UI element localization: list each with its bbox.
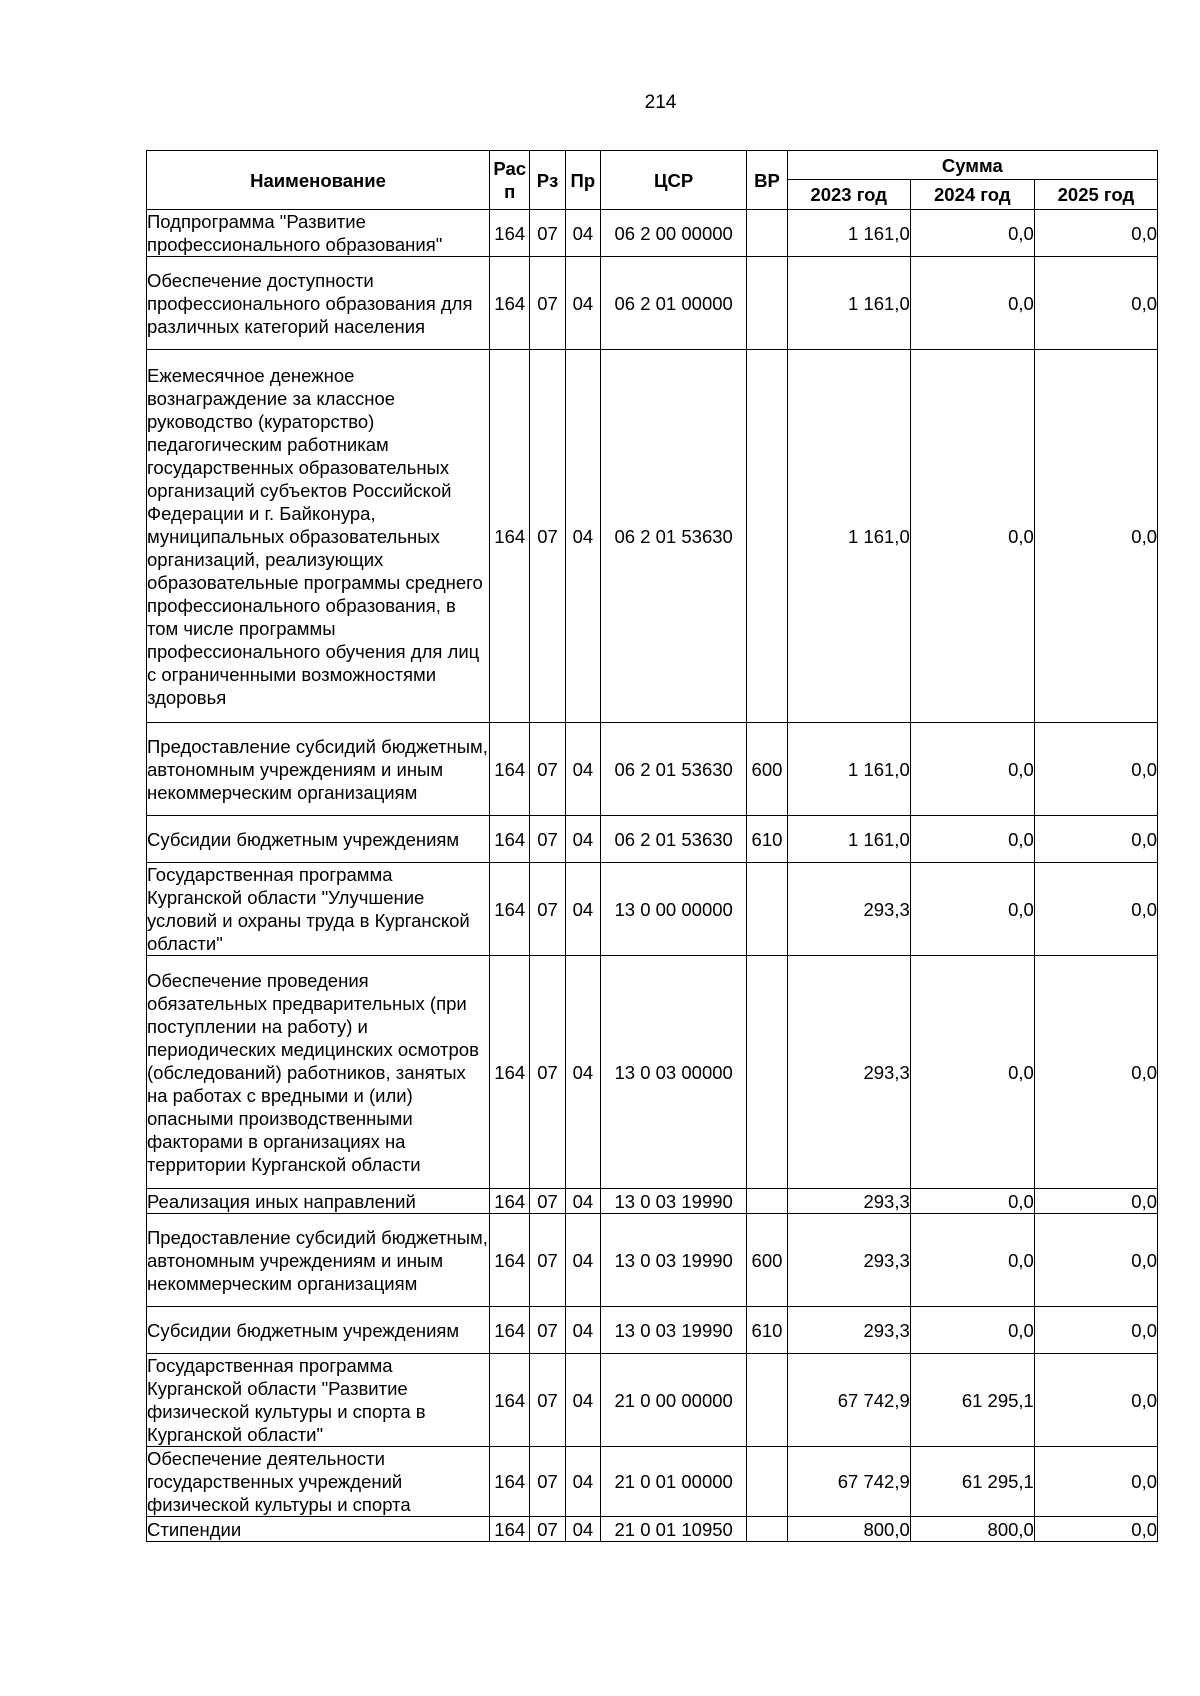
- budget-table: [146, 150, 1158, 1542]
- row-csr: 13 0 03 19990: [601, 1189, 747, 1214]
- row-sum-2023: 293,3: [787, 1189, 910, 1214]
- row-rasp: 164: [490, 1517, 530, 1542]
- row-pr: 04: [565, 350, 600, 723]
- row-sum-2024: 61 295,1: [910, 1354, 1034, 1447]
- row-rasp: 164: [490, 1307, 530, 1354]
- row-csr: 06 2 01 53630: [601, 816, 747, 863]
- page-number: 214: [644, 92, 677, 113]
- row-sum-2023: 800,0: [787, 1517, 910, 1542]
- row-sum-2025: 0,0: [1034, 257, 1157, 350]
- row-sum-2024: 0,0: [910, 210, 1034, 257]
- table-row: [147, 1354, 1158, 1447]
- row-rz: 07: [530, 1447, 565, 1517]
- table-row: [147, 816, 1158, 863]
- row-name: Субсидии бюджетным учреждениям: [147, 1307, 490, 1354]
- table-body: [147, 210, 1158, 1542]
- table-row: [147, 210, 1158, 257]
- row-pr: 04: [565, 816, 600, 863]
- row-sum-2024: 0,0: [910, 1307, 1034, 1354]
- row-csr: 13 0 03 00000: [601, 956, 747, 1189]
- row-sum-2023: 293,3: [787, 863, 910, 956]
- row-vr: [747, 257, 787, 350]
- row-pr: 04: [565, 1307, 600, 1354]
- row-rasp: 164: [490, 1189, 530, 1214]
- table-row: [147, 1307, 1158, 1354]
- row-sum-2024: 0,0: [910, 257, 1034, 350]
- row-sum-2023: 1 161,0: [787, 210, 910, 257]
- row-csr: 06 2 01 53630: [601, 723, 747, 816]
- row-csr: 13 0 03 19990: [601, 1307, 747, 1354]
- row-pr: 04: [565, 1354, 600, 1447]
- row-rz: 07: [530, 956, 565, 1189]
- table-row: [147, 1189, 1158, 1214]
- row-sum-2023: 293,3: [787, 1214, 910, 1307]
- row-sum-2025: 0,0: [1034, 210, 1157, 257]
- row-sum-2023: 67 742,9: [787, 1354, 910, 1447]
- table-row: [147, 956, 1158, 1189]
- row-vr: [747, 863, 787, 956]
- header-year-2023: 2023 год: [787, 180, 910, 210]
- table-header: [147, 151, 1158, 210]
- row-vr: [747, 1517, 787, 1542]
- row-vr: [747, 1189, 787, 1214]
- row-sum-2024: 0,0: [910, 1214, 1034, 1307]
- header-pr: Пр: [565, 151, 600, 210]
- row-name: Предоставление субсидий бюджетным, автономным учреждениям и иным некоммерческим организациям: [147, 1214, 490, 1307]
- header-rasp: Рас п: [490, 151, 530, 210]
- row-vr: 610: [747, 1307, 787, 1354]
- row-vr: 600: [747, 1214, 787, 1307]
- row-rasp: 164: [490, 350, 530, 723]
- row-csr: 13 0 03 19990: [601, 1214, 747, 1307]
- row-csr: 21 0 01 10950: [601, 1517, 747, 1542]
- row-csr: 13 0 00 00000: [601, 863, 747, 956]
- row-name: Обеспечение деятельности государственных учреждений физической культуры и спорта: [147, 1447, 490, 1517]
- row-csr: 21 0 00 00000: [601, 1354, 747, 1447]
- row-sum-2024: 0,0: [910, 350, 1034, 723]
- row-sum-2024: 0,0: [910, 956, 1034, 1189]
- row-vr: 610: [747, 816, 787, 863]
- table-row: [147, 1517, 1158, 1542]
- row-rz: 07: [530, 210, 565, 257]
- row-sum-2025: 0,0: [1034, 350, 1157, 723]
- table-row: [147, 257, 1158, 350]
- row-rasp: 164: [490, 1447, 530, 1517]
- row-sum-2024: 0,0: [910, 863, 1034, 956]
- row-rasp: 164: [490, 863, 530, 956]
- row-pr: 04: [565, 257, 600, 350]
- row-name: Обеспечение доступности профессионального образования для различных категорий населения: [147, 257, 490, 350]
- row-vr: [747, 210, 787, 257]
- row-rasp: 164: [490, 723, 530, 816]
- row-rz: 07: [530, 1214, 565, 1307]
- row-rz: 07: [530, 257, 565, 350]
- row-rz: 07: [530, 863, 565, 956]
- row-sum-2025: 0,0: [1034, 1307, 1157, 1354]
- row-pr: 04: [565, 210, 600, 257]
- row-sum-2023: 1 161,0: [787, 723, 910, 816]
- row-sum-2025: 0,0: [1034, 1354, 1157, 1447]
- row-vr: [747, 1354, 787, 1447]
- row-sum-2025: 0,0: [1034, 1517, 1157, 1542]
- row-sum-2025: 0,0: [1034, 863, 1157, 956]
- row-rz: 07: [530, 816, 565, 863]
- row-csr: 06 2 00 00000: [601, 210, 747, 257]
- row-sum-2025: 0,0: [1034, 1447, 1157, 1517]
- header-sum: Сумма: [787, 151, 1157, 180]
- header-year-2024: 2024 год: [910, 180, 1034, 210]
- row-rz: 07: [530, 1517, 565, 1542]
- row-rz: 07: [530, 1189, 565, 1214]
- row-name: Подпрограмма "Развитие профессионального образования": [147, 210, 490, 257]
- table-row: [147, 1214, 1158, 1307]
- header-name: Наименование: [147, 151, 490, 210]
- row-sum-2024: 0,0: [910, 816, 1034, 863]
- row-sum-2025: 0,0: [1034, 1214, 1157, 1307]
- row-vr: [747, 1447, 787, 1517]
- row-sum-2024: 61 295,1: [910, 1447, 1034, 1517]
- row-pr: 04: [565, 1214, 600, 1307]
- row-sum-2025: 0,0: [1034, 723, 1157, 816]
- row-name: Ежемесячное денежное вознаграждение за классное руководство (кураторство) педагогическим работникам государственных образовательных организаций субъектов Российской Федерации и г. Байконура, муниципальных образовательных организаций, реализующих образовательные программы среднего профессионального образования, в том числе программы профессионального обучения для лиц с ограниченными возможностями здоровья: [147, 350, 490, 723]
- row-sum-2023: 1 161,0: [787, 816, 910, 863]
- row-name: Стипендии: [147, 1517, 490, 1542]
- row-csr: 21 0 01 00000: [601, 1447, 747, 1517]
- row-name: Государственная программа Курганской области "Развитие физической культуры и спорта в Курганской области": [147, 1354, 490, 1447]
- row-name: Государственная программа Курганской области "Улучшение условий и охраны труда в Курганской области": [147, 863, 490, 956]
- row-rz: 07: [530, 350, 565, 723]
- row-pr: 04: [565, 1517, 600, 1542]
- row-name: Субсидии бюджетным учреждениям: [147, 816, 490, 863]
- row-pr: 04: [565, 723, 600, 816]
- row-sum-2024: 0,0: [910, 1189, 1034, 1214]
- table-row: [147, 1447, 1158, 1517]
- row-sum-2023: 1 161,0: [787, 257, 910, 350]
- row-name: Предоставление субсидий бюджетным, автономным учреждениям и иным некоммерческим организациям: [147, 723, 490, 816]
- row-pr: 04: [565, 956, 600, 1189]
- row-csr: 06 2 01 53630: [601, 350, 747, 723]
- row-rasp: 164: [490, 816, 530, 863]
- header-vr: ВР: [747, 151, 787, 210]
- row-sum-2023: 293,3: [787, 956, 910, 1189]
- row-csr: 06 2 01 00000: [601, 257, 747, 350]
- row-sum-2023: 67 742,9: [787, 1447, 910, 1517]
- row-rasp: 164: [490, 956, 530, 1189]
- row-vr: [747, 350, 787, 723]
- row-name: Обеспечение проведения обязательных предварительных (при поступлении на работу) и периодических медицинских осмотров (обследований) работников, занятых на работах с вредными и (или) опасными производственными факторами в организациях на территории Курганской области: [147, 956, 490, 1189]
- row-sum-2025: 0,0: [1034, 956, 1157, 1189]
- row-rz: 07: [530, 723, 565, 816]
- row-pr: 04: [565, 863, 600, 956]
- header-csr: ЦСР: [601, 151, 747, 210]
- row-pr: 04: [565, 1447, 600, 1517]
- row-sum-2024: 800,0: [910, 1517, 1034, 1542]
- row-sum-2024: 0,0: [910, 723, 1034, 816]
- row-sum-2025: 0,0: [1034, 816, 1157, 863]
- row-pr: 04: [565, 1189, 600, 1214]
- row-rasp: 164: [490, 257, 530, 350]
- row-rz: 07: [530, 1307, 565, 1354]
- header-year-2025: 2025 год: [1034, 180, 1157, 210]
- row-rasp: 164: [490, 210, 530, 257]
- table-row: [147, 350, 1158, 723]
- row-sum-2023: 1 161,0: [787, 350, 910, 723]
- header-rz: Рз: [530, 151, 565, 210]
- row-sum-2025: 0,0: [1034, 1189, 1157, 1214]
- row-vr: 600: [747, 723, 787, 816]
- row-sum-2023: 293,3: [787, 1307, 910, 1354]
- row-rz: 07: [530, 1354, 565, 1447]
- row-rasp: 164: [490, 1214, 530, 1307]
- row-rasp: 164: [490, 1354, 530, 1447]
- row-name: Реализация иных направлений: [147, 1189, 490, 1214]
- table-row: [147, 723, 1158, 816]
- table-row: [147, 863, 1158, 956]
- row-vr: [747, 956, 787, 1189]
